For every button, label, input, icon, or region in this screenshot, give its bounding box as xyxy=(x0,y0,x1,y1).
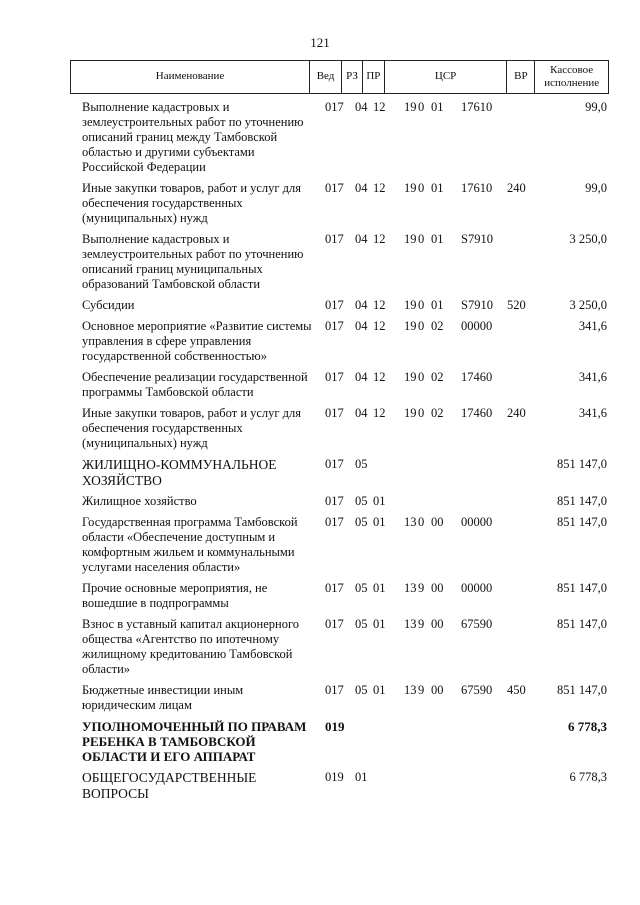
direction-code: 00000 xyxy=(461,515,493,529)
subsection-code: 01 xyxy=(373,617,386,631)
row-name: УПОЛНОМОЧЕННЫЙ ПО ПРАВАМ РЕБЕНКА В ТАМБОВСКОЙ ОБЛАСТИ И ЕГО АППАРАТ xyxy=(82,719,307,764)
ved-code: 017 xyxy=(325,494,344,508)
cash-execution-value: 6 778,3 xyxy=(568,719,607,734)
cash-execution-value: 341,6 xyxy=(578,370,607,384)
table-row xyxy=(0,515,640,575)
cash-execution-value: 3 250,0 xyxy=(569,232,607,246)
header-vr: ВР xyxy=(507,61,535,93)
ved-code: 017 xyxy=(325,181,344,195)
subprogram-code: 0 xyxy=(418,406,425,420)
section-code: 05 xyxy=(355,515,368,529)
ved-code: 017 xyxy=(325,457,344,471)
header-ved: Вед xyxy=(310,61,342,93)
row-name: Взнос в уставный капитал акционерного общества «Агентство по ипотечному жилищному кредитованию Тамбовской области» xyxy=(82,617,300,676)
expense-type-code: 520 xyxy=(507,298,526,312)
activity-code: 00 xyxy=(431,617,444,631)
subsection-code: 12 xyxy=(373,319,386,333)
section-code: 01 xyxy=(355,770,368,784)
section-code: 04 xyxy=(355,298,368,312)
subsection-code: 01 xyxy=(373,581,386,595)
row-name: ЖИЛИЩНО-КОММУНАЛЬНОЕ ХОЗЯЙСТВО xyxy=(82,457,277,488)
table-row xyxy=(0,370,640,400)
header-name: Наименование xyxy=(71,61,310,93)
subsection-code: 12 xyxy=(373,232,386,246)
ved-code: 017 xyxy=(325,370,344,384)
activity-code: 01 xyxy=(431,232,444,246)
cash-execution-value: 851 147,0 xyxy=(557,515,607,529)
cash-execution-value: 6 778,3 xyxy=(569,770,607,784)
ved-code: 019 xyxy=(325,719,345,734)
cash-execution-value: 341,6 xyxy=(578,406,607,420)
section-code: 05 xyxy=(355,457,368,471)
section-code: 04 xyxy=(355,181,368,195)
direction-code: 67590 xyxy=(461,683,493,697)
row-name: Иные закупки товаров, работ и услуг для обеспечения государственных (муниципальных) нужд xyxy=(82,406,302,450)
program-code: 19 xyxy=(404,100,417,114)
ved-code: 017 xyxy=(325,319,344,333)
row-name: Обеспечение реализации государственной программы Тамбовской области xyxy=(82,370,308,399)
table-row xyxy=(0,298,640,313)
table-row xyxy=(0,319,640,364)
subprogram-code: 0 xyxy=(418,100,425,114)
subsection-code: 01 xyxy=(373,494,386,508)
cash-execution-value: 851 147,0 xyxy=(557,494,607,508)
section-code: 05 xyxy=(355,494,368,508)
subsection-code: 12 xyxy=(373,370,386,384)
program-code: 19 xyxy=(404,232,417,246)
subprogram-code: 9 xyxy=(418,617,425,631)
table-row xyxy=(0,617,640,677)
table-row xyxy=(0,683,640,713)
header-kassa: Кассовое исполнение xyxy=(544,63,600,89)
cash-execution-value: 341,6 xyxy=(578,319,607,333)
activity-code: 02 xyxy=(431,319,444,333)
table-row xyxy=(0,457,640,488)
direction-code: 00000 xyxy=(461,319,493,333)
subsection-code: 01 xyxy=(373,683,386,697)
section-code: 04 xyxy=(355,232,368,246)
activity-code: 02 xyxy=(431,370,444,384)
subprogram-code: 0 xyxy=(418,370,425,384)
row-name: Жилищное хозяйство xyxy=(82,494,197,508)
table-body xyxy=(0,100,640,807)
program-code: 13 xyxy=(404,617,417,631)
program-code: 19 xyxy=(404,406,417,420)
subprogram-code: 0 xyxy=(418,181,425,195)
row-name: Прочие основные мероприятия, не вошедшие в подпрограммы xyxy=(82,581,268,610)
subsection-code: 12 xyxy=(373,100,386,114)
row-name: Основное мероприятие «Развитие системы управления в сфере управления государственной собственностью» xyxy=(82,319,312,363)
ved-code: 017 xyxy=(325,617,344,631)
table-header xyxy=(70,60,609,94)
program-code: 13 xyxy=(404,515,417,529)
row-name: Выполнение кадастровых и землеустроительных работ по уточнению описаний границ между Тамбовской областью и другими субъектами Российской Федерации xyxy=(82,100,304,174)
section-code: 05 xyxy=(355,581,368,595)
direction-code: 67590 xyxy=(461,617,493,631)
subsection-code: 12 xyxy=(373,406,386,420)
ved-code: 017 xyxy=(325,581,344,595)
activity-code: 00 xyxy=(431,515,444,529)
subprogram-code: 0 xyxy=(418,232,425,246)
cash-execution-value: 851 147,0 xyxy=(557,457,607,471)
subsection-code: 12 xyxy=(373,181,386,195)
header-csr: ЦСР xyxy=(385,61,508,93)
activity-code: 01 xyxy=(431,100,444,114)
table-row xyxy=(0,406,640,451)
section-code: 04 xyxy=(355,406,368,420)
direction-code: 00000 xyxy=(461,581,493,595)
program-code: 19 xyxy=(404,319,417,333)
expense-type-code: 240 xyxy=(507,181,526,195)
section-code: 04 xyxy=(355,370,368,384)
ved-code: 017 xyxy=(325,683,344,697)
table-row xyxy=(0,494,640,509)
subsection-code: 01 xyxy=(373,515,386,529)
cash-execution-value: 851 147,0 xyxy=(557,581,607,595)
program-code: 19 xyxy=(404,370,417,384)
subprogram-code: 9 xyxy=(418,683,425,697)
table-row xyxy=(0,232,640,292)
ved-code: 017 xyxy=(325,406,344,420)
activity-code: 00 xyxy=(431,683,444,697)
direction-code: 17460 xyxy=(461,370,493,384)
program-code: 19 xyxy=(404,181,417,195)
cash-execution-value: 99,0 xyxy=(585,181,607,195)
program-code: 13 xyxy=(404,581,417,595)
table-row xyxy=(0,100,640,175)
direction-code: S7910 xyxy=(461,232,493,246)
table-row xyxy=(0,770,640,801)
row-name: Иные закупки товаров, работ и услуг для обеспечения государственных (муниципальных) нужд xyxy=(82,181,302,225)
cash-execution-value: 99,0 xyxy=(585,100,607,114)
row-name: ОБЩЕГОСУДАРСТВЕННЫЕ ВОПРОСЫ xyxy=(82,770,257,801)
direction-code: S7910 xyxy=(461,298,493,312)
program-code: 13 xyxy=(404,683,417,697)
header-pr: ПР xyxy=(363,61,385,93)
direction-code: 17610 xyxy=(461,181,493,195)
cash-execution-value: 851 147,0 xyxy=(557,617,607,631)
activity-code: 01 xyxy=(431,298,444,312)
section-code: 04 xyxy=(355,100,368,114)
table-row xyxy=(0,719,640,764)
direction-code: 17610 xyxy=(461,100,493,114)
activity-code: 01 xyxy=(431,181,444,195)
ved-code: 019 xyxy=(325,770,344,784)
table-row xyxy=(0,181,640,226)
subsection-code: 12 xyxy=(373,298,386,312)
ved-code: 017 xyxy=(325,232,344,246)
expense-type-code: 240 xyxy=(507,406,526,420)
header-rz: РЗ xyxy=(342,61,363,93)
table-row xyxy=(0,581,640,611)
subprogram-code: 9 xyxy=(418,581,425,595)
cash-execution-value: 851 147,0 xyxy=(557,683,607,697)
section-code: 05 xyxy=(355,683,368,697)
cash-execution-value: 3 250,0 xyxy=(569,298,607,312)
section-code: 04 xyxy=(355,319,368,333)
row-name: Бюджетные инвестиции иным юридическим лицам xyxy=(82,683,244,712)
program-code: 19 xyxy=(404,298,417,312)
activity-code: 00 xyxy=(431,581,444,595)
row-name: Субсидии xyxy=(82,298,135,312)
row-name: Государственная программа Тамбовской области «Обеспечение доступным и комфортным жильем и коммунальными услугами населения области» xyxy=(82,515,298,574)
ved-code: 017 xyxy=(325,515,344,529)
direction-code: 17460 xyxy=(461,406,493,420)
ved-code: 017 xyxy=(325,100,344,114)
expense-type-code: 450 xyxy=(507,683,526,697)
row-name: Выполнение кадастровых и землеустроительных работ по уточнению описаний границ муниципальных образований Тамбовской области xyxy=(82,232,304,291)
activity-code: 02 xyxy=(431,406,444,420)
ved-code: 017 xyxy=(325,298,344,312)
subprogram-code: 0 xyxy=(418,298,425,312)
subprogram-code: 0 xyxy=(418,319,425,333)
page-number: 121 xyxy=(310,35,330,50)
section-code: 05 xyxy=(355,617,368,631)
subprogram-code: 0 xyxy=(418,515,425,529)
